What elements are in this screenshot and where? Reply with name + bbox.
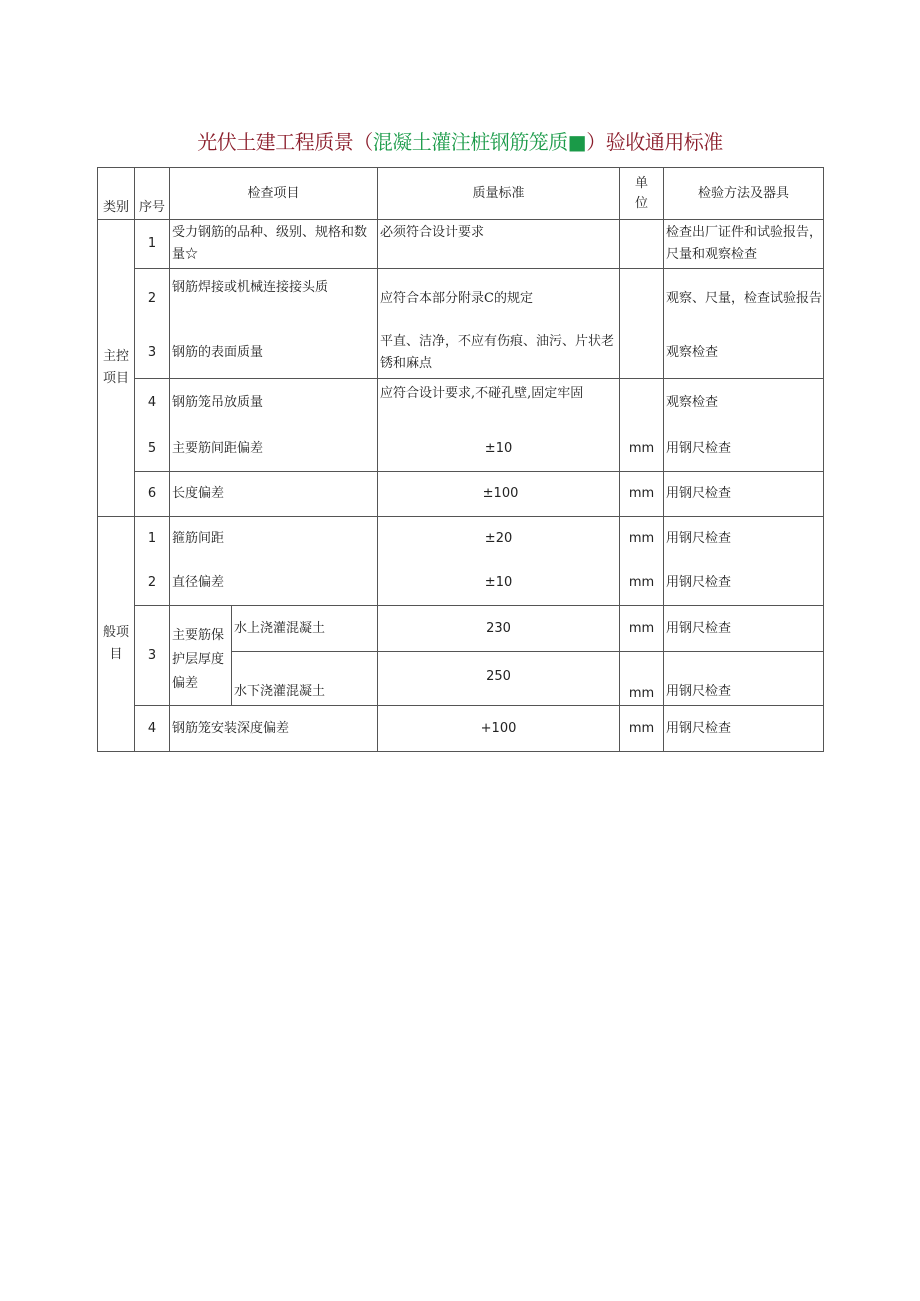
method-cell: 用钢尺检查	[664, 652, 824, 706]
seq-cell: 2	[135, 269, 170, 329]
method-cell: 用钢尺检查	[664, 562, 824, 606]
standard-cell: 必须符合设计要求	[378, 220, 620, 269]
table-row	[98, 606, 824, 652]
unit-cell: mm	[620, 606, 664, 652]
item-cell: 直径偏差	[170, 562, 378, 606]
category-general	[98, 517, 135, 752]
seq-cell: 1	[135, 220, 170, 269]
standard-cell: +100	[378, 706, 620, 752]
method-cell: 用钢尺检查	[664, 472, 824, 517]
standard-cell: ±10	[378, 427, 620, 472]
seq-cell: 5	[135, 427, 170, 472]
seq-cell: 4	[135, 379, 170, 427]
unit-cell: mm	[620, 562, 664, 606]
item-cell: 钢筋焊接或机械连接接头质	[170, 269, 378, 329]
table-row	[98, 706, 824, 752]
standard-cell: ±20	[378, 517, 620, 562]
title-part-3: ）验收通用标准	[586, 130, 723, 154]
method-cell: 观察、尺量，检查试验报告	[664, 269, 824, 329]
header-unit	[620, 168, 664, 220]
table-row	[98, 220, 824, 269]
standard-cell: ±10	[378, 562, 620, 606]
method-cell: 用钢尺检查	[664, 706, 824, 752]
item-cell: 主要筋间距偏差	[170, 427, 378, 472]
item-cell: 钢筋笼安装深度偏差	[170, 706, 378, 752]
table-row	[98, 562, 824, 606]
method-cell: 用钢尺检查	[664, 606, 824, 652]
standard-cell: 230	[378, 606, 620, 652]
unit-cell: mm	[620, 517, 664, 562]
item-cell: 长度偏差	[170, 472, 378, 517]
title-part-2: 混凝土灌注桩钢筋笼质■	[372, 130, 587, 154]
seq-cell: 4	[135, 706, 170, 752]
unit-cell	[620, 379, 664, 427]
standard-cell: 应符合本部分附录C的规定	[378, 269, 620, 329]
acceptance-standard-table	[97, 167, 824, 752]
standard-cell: 平直、洁净，不应有伤痕、油污、片状老锈和麻点	[378, 329, 620, 379]
header-unit-text: 单位	[635, 175, 649, 211]
seq-cell: 6	[135, 472, 170, 517]
sub-item-cell: 水上浇灌混凝土	[232, 606, 378, 652]
standard-cell: ±100	[378, 472, 620, 517]
table-row	[98, 517, 824, 562]
header-category: 类别	[98, 168, 135, 220]
unit-cell: mm	[620, 652, 664, 706]
item-cell: 受力钢筋的品种、级别、规格和数量☆	[170, 220, 378, 269]
category-main-control	[98, 220, 135, 517]
table-row	[98, 379, 824, 427]
table-row	[98, 427, 824, 472]
table-header-row	[98, 168, 824, 220]
category-general-label: 般项目	[102, 625, 129, 662]
method-cell: 观察检查	[664, 379, 824, 427]
sub-item-cell: 水下浇灌混凝土	[232, 652, 378, 706]
item-cell: 箍筋间距	[170, 517, 378, 562]
item-cell: 主要筋保护层厚度偏差	[170, 606, 232, 706]
item-cell: 钢筋笼吊放质量	[170, 379, 378, 427]
header-seq: 序号	[135, 168, 170, 220]
method-cell: 观察检查	[664, 329, 824, 379]
method-cell: 用钢尺检查	[664, 517, 824, 562]
method-cell: 用钢尺检查	[664, 427, 824, 472]
title-part-1: 光伏土建工程质景（	[197, 130, 373, 154]
unit-cell	[620, 269, 664, 329]
table-row	[98, 329, 824, 379]
seq-cell: 2	[135, 562, 170, 606]
category-main-control-label: 主控项目	[102, 349, 129, 386]
standard-cell: 应符合设计要求,不碰孔壁,固定牢固	[378, 379, 620, 427]
header-item: 检查项目	[170, 168, 378, 220]
standard-cell: 250	[378, 652, 620, 706]
unit-cell: mm	[620, 472, 664, 517]
table-row	[98, 269, 824, 329]
page-title	[0, 126, 920, 155]
table-row	[98, 472, 824, 517]
method-cell: 检查出厂证件和试验报告，尺量和观察检查	[664, 220, 824, 269]
unit-cell	[620, 220, 664, 269]
seq-cell: 1	[135, 517, 170, 562]
unit-cell: mm	[620, 427, 664, 472]
header-method: 检验方法及器具	[664, 168, 824, 220]
header-standard: 质量标准	[378, 168, 620, 220]
item-cell: 钢筋的表面质量	[170, 329, 378, 379]
unit-cell: mm	[620, 706, 664, 752]
seq-cell: 3	[135, 329, 170, 379]
unit-cell	[620, 329, 664, 379]
seq-cell: 3	[135, 606, 170, 706]
